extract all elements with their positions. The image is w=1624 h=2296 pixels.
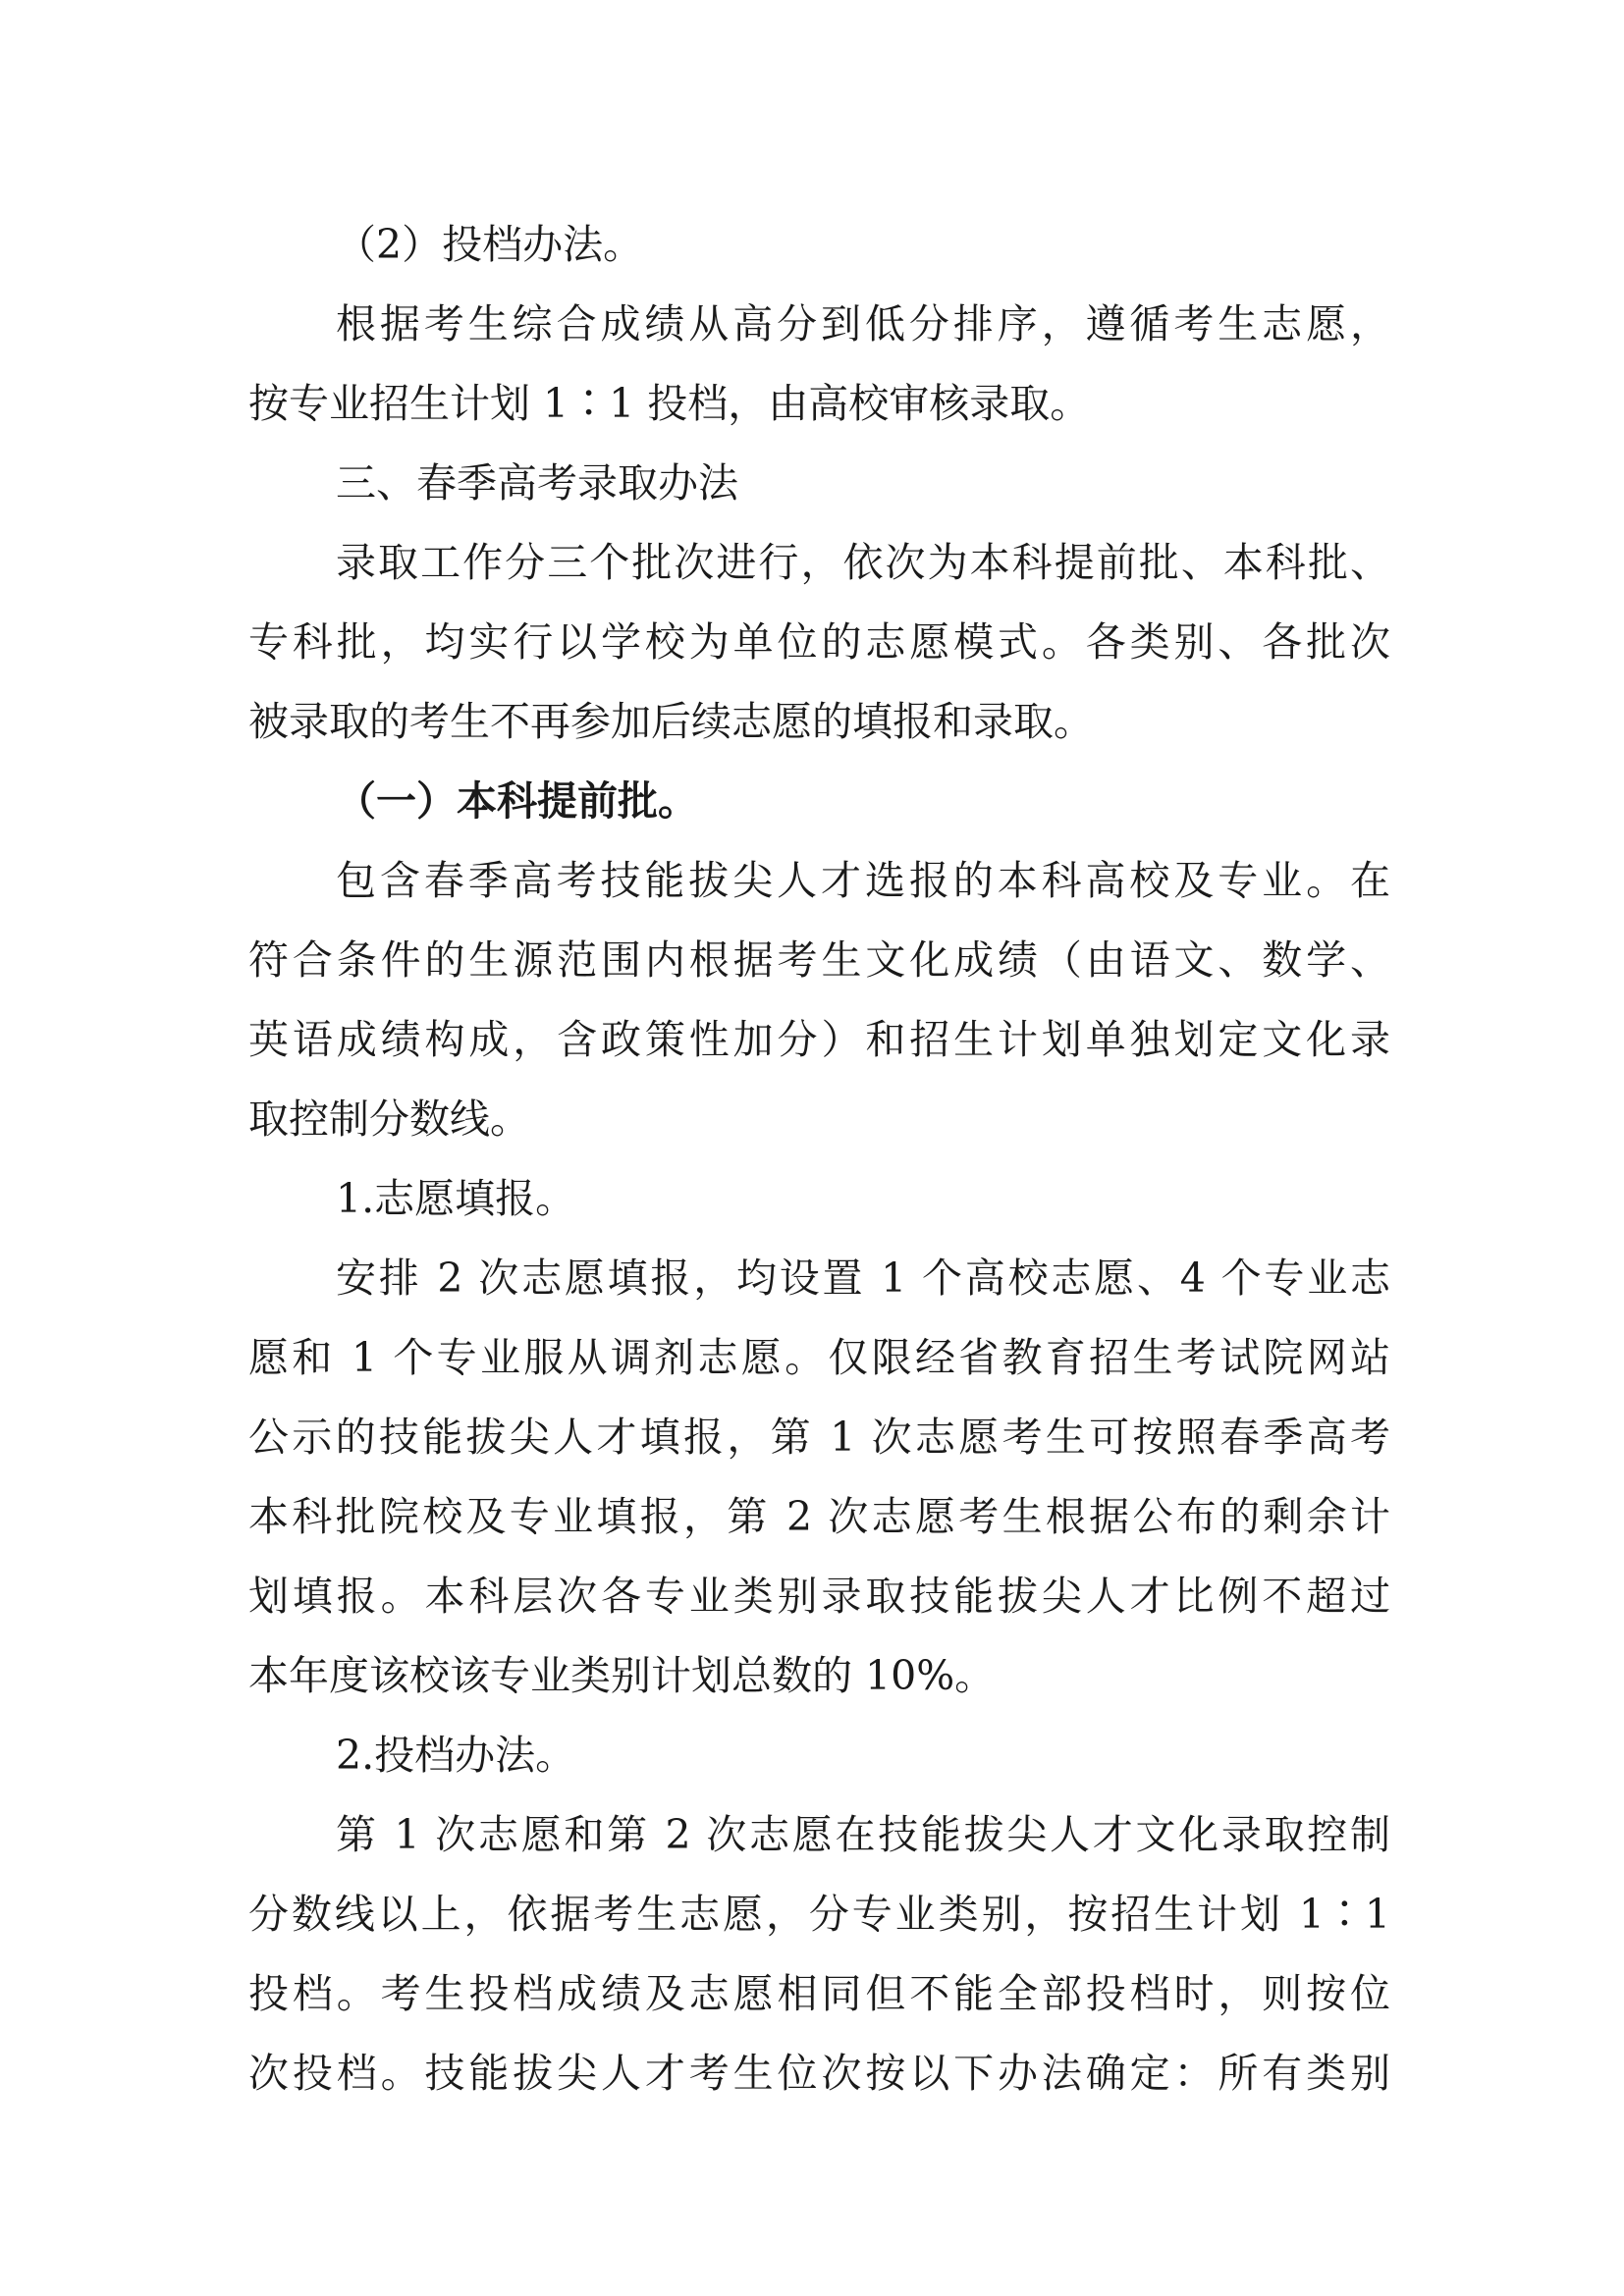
paragraph-line: 包含春季高考技能拔尖人才选报的本科高校及专业。在	[336, 857, 1390, 904]
section-heading-spring-exam: 三、春季高考录取办法	[336, 459, 738, 507]
paragraph-line: 划填报。本科层次各专业类别录取技能拔尖人才比例不超过	[248, 1573, 1390, 1620]
paragraph-line: 安排 2 次志愿填报，均设置 1 个高校志愿、4 个专业志	[336, 1255, 1390, 1302]
item-heading-volunteer-filling: 1.志愿填报。	[336, 1175, 576, 1222]
paragraph-line: 投档。考生投档成绩及志愿相同但不能全部投档时，则按位	[248, 1970, 1390, 2017]
item-heading-admission-method: 2.投档办法。	[336, 1732, 576, 1779]
paragraph-line: 本年度该校该专业类别计划总数的 10%。	[248, 1652, 996, 1699]
subsection-heading-admission-method: （2）投档办法。	[336, 221, 644, 268]
paragraph-line: 符合条件的生源范围内根据考生文化成绩（由语文、数学、	[248, 936, 1390, 984]
paragraph-line: 次投档。技能拔尖人才考生位次按以下办法确定：所有类别	[248, 2050, 1390, 2097]
paragraph-line: 录取工作分三个批次进行，依次为本科提前批、本科批、	[336, 539, 1390, 586]
paragraph-line: 公示的技能拔尖人才填报，第 1 次志愿考生可按照春季高考	[248, 1414, 1390, 1461]
paragraph-line: 被录取的考生不再参加后续志愿的填报和录取。	[248, 698, 1094, 745]
paragraph-line: 本科批院校及专业填报，第 2 次志愿考生根据公布的剩余计	[248, 1493, 1390, 1540]
paragraph-line: 按专业招生计划 1∶1 投档，由高校审核录取。	[248, 380, 1091, 427]
paragraph-line: 愿和 1 个专业服从调剂志愿。仅限经省教育招生考试院网站	[248, 1334, 1390, 1381]
paragraph-line: 分数线以上，依据考生志愿，分专业类别，按招生计划 1∶1	[248, 1891, 1390, 1938]
paragraph-line: 第 1 次志愿和第 2 次志愿在技能拔尖人才文化录取控制	[336, 1811, 1390, 1858]
subsection-heading-undergrad-early-batch: （一）本科提前批。	[336, 777, 698, 825]
paragraph-line: 取控制分数线。	[248, 1095, 530, 1143]
paragraph-line: 英语成绩构成，含政策性加分）和招生计划单独划定文化录	[248, 1016, 1390, 1063]
paragraph-line: 根据考生综合成绩从高分到低分排序，遵循考生志愿，	[336, 300, 1390, 347]
paragraph-line: 专科批，均实行以学校为单位的志愿模式。各类别、各批次	[248, 618, 1390, 666]
